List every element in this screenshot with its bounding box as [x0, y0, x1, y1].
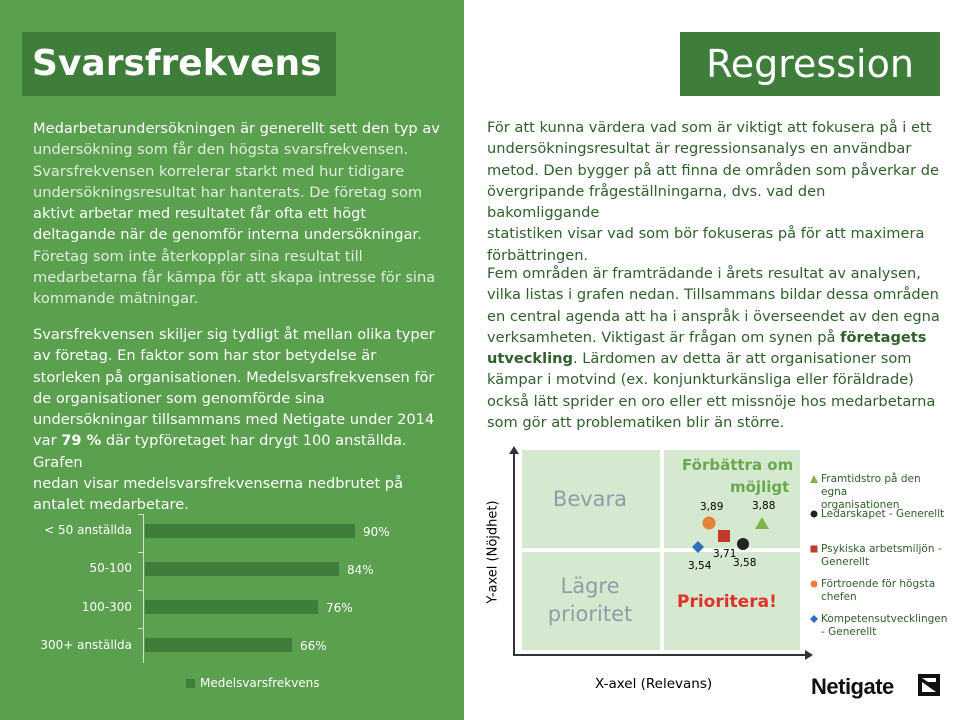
legend-text: - Generellt — [821, 626, 877, 638]
quadrant-label-forbattra-2: möjligt — [730, 478, 790, 496]
text-line — [33, 430, 453, 473]
legend-text: Kompetensutvecklingen — [821, 613, 948, 625]
netigate-logo: Netigate — [811, 674, 894, 699]
quadrant-label-lagre-prioritet — [540, 572, 640, 628]
bar-chart-axis — [143, 515, 144, 663]
legend-text: Psykiska arbetsmiljön - — [821, 543, 942, 555]
bar — [145, 600, 318, 614]
text-line: en central agenda att ha i anspråk i överseendet av den egna — [487, 307, 940, 325]
left-paragraph-2 — [33, 324, 453, 516]
bar-value-label: 90% — [363, 525, 390, 539]
text-line — [487, 348, 942, 369]
text-line: undersökningsresultat har hanterats. De företag som — [33, 183, 423, 201]
x-axis-arrow-icon — [805, 650, 813, 660]
text-fragment: var — [33, 432, 62, 450]
quadrant-divider-horizontal — [522, 548, 800, 552]
x-axis-line — [513, 654, 805, 656]
highlight-text: företagets — [840, 328, 927, 346]
text-line: som gör att problematiken blir än större. — [487, 414, 785, 432]
text-line: förbättringen. — [487, 246, 589, 264]
quadrant-label-bevara: Bevara — [552, 487, 628, 511]
legend-text: Generellt — [821, 556, 870, 568]
y-axis-line — [513, 452, 515, 654]
legend-item-fortroende — [810, 578, 950, 604]
y-axis-arrow-icon — [509, 446, 519, 454]
bar-category-label: < 50 anställda — [44, 523, 132, 537]
text-line — [487, 327, 942, 348]
x-axis-label: X-axel (Relevans) — [595, 676, 713, 692]
circle-icon — [810, 580, 818, 588]
diamond-icon — [810, 615, 818, 623]
text-line: Företag som inte återkopplar sina resultat till — [33, 247, 363, 265]
bar-category-label: 300+ anställda — [40, 638, 132, 652]
text-line: Svarsfrekvensen skiljer sig tydligt åt mellan olika typer — [33, 326, 435, 343]
point-label-kompetens: 3,54 — [688, 560, 712, 572]
text-line: aktivt arbetar med resultatet får ofta ett högt — [33, 205, 367, 223]
bar-axis-tick — [138, 514, 144, 515]
legend-text: chefen — [821, 591, 857, 603]
text-line: undersökning som får den högsta svarsfrekvensen. — [33, 141, 409, 159]
left-title: Svarsfrekvens — [22, 32, 336, 96]
legend-text: organisationen — [821, 499, 900, 511]
legend-text: Förtroende för högsta — [821, 578, 936, 590]
text-line: Medarbetarundersökningen är generellt sett den typ av — [33, 120, 440, 137]
legend-item-framtidstro — [810, 473, 950, 512]
text-line: kämpar i motvind (ex. konjunkturkänsliga eller föräldrade) — [487, 371, 914, 389]
legend-text: Framtidstro på den egna — [821, 473, 921, 498]
legend-item-ledarskapet — [810, 508, 950, 521]
right-paragraph-1 — [487, 117, 942, 266]
text-line: storleken på organisationen. Medelsvarsfrekvensen för — [33, 368, 435, 386]
bar-value-label: 76% — [326, 601, 353, 615]
bar-axis-tick — [138, 628, 144, 629]
bar — [145, 638, 292, 652]
triangle-icon — [810, 475, 818, 483]
text-line: Fem områden är framträdande i årets resultat av analysen, — [487, 265, 921, 282]
bar-value-label: 66% — [300, 639, 327, 653]
text-line: statistiken visar vad som bör fokuseras på för att maximera — [487, 225, 925, 243]
circle-icon — [810, 510, 818, 518]
text-line: medarbetarna får kämpa för att skapa intresse för sina — [33, 269, 436, 287]
text-line: vilka listas i grafen nedan. Tillsammans bildar dessa områden — [487, 286, 939, 304]
point-label-psykiska: 3,71 — [713, 548, 737, 560]
square-icon — [810, 545, 818, 553]
legend-label: Medelsvarsfrekvens — [200, 676, 320, 690]
text-line: metod. Den bygger på att finna de områden som påverkar de — [487, 161, 940, 179]
legend-item-psykiska — [810, 543, 950, 569]
text-line: deltagande när de genomför interna undersökningar. — [33, 226, 422, 244]
bar-value-label: 84% — [347, 563, 374, 577]
y-axis-label-box — [484, 452, 502, 652]
left-paragraph-1 — [33, 118, 453, 310]
quadrant-label-line: Lägre — [560, 574, 620, 598]
text-line: de organisationer som genomförde sina — [33, 389, 325, 407]
point-label-ledarskapet: 3,58 — [733, 557, 757, 569]
highlight-percentage: 79 % — [61, 432, 102, 450]
quadrant-label-prioritera: Prioritera! — [677, 592, 777, 612]
bar-axis-tick — [138, 590, 144, 591]
text-line: antalet medarbetare. — [33, 496, 189, 514]
bar-category-label: 100-300 — [81, 600, 132, 614]
legend-text: Ledarskapet - Generellt — [821, 508, 945, 520]
right-title: Regression — [680, 32, 940, 96]
text-line: övergripande frågeställningarna, dvs. vad den bakomliggande — [487, 182, 826, 222]
text-line: av företag. En faktor som har stor betydelse är — [33, 347, 377, 365]
y-axis-label: Y-axel (Nöjdhet) — [485, 500, 501, 604]
text-line: kommande mätningar. — [33, 290, 199, 308]
netigate-logo-mark-icon — [918, 674, 940, 696]
bar — [145, 562, 339, 576]
text-line: undersökningar tillsammans med Netigate under 2014 — [33, 411, 435, 429]
text-line: också lätt sprider en oro eller ett missnöje hos medarbetarna — [487, 392, 936, 410]
legend-swatch — [186, 679, 195, 688]
bar — [145, 524, 355, 538]
quadrant-label-line: prioritet — [547, 602, 633, 626]
text-line: Svarsfrekvensen korrelerar starkt med hur tidigare — [33, 162, 405, 180]
bar-category-label: 50-100 — [89, 561, 132, 575]
text-fragment: där typföretaget har drygt 100 anställda. Grafen — [33, 432, 407, 471]
text-fragment: . Lärdomen av detta är att organisationer som — [572, 350, 912, 368]
highlight-text: utveckling — [487, 350, 573, 368]
quadrant-label-forbattra-1: Förbättra om — [682, 456, 794, 474]
point-label-fortroende: 3,89 — [700, 501, 724, 513]
bar-chart-legend — [186, 676, 320, 690]
legend-item-kompetens — [810, 613, 950, 639]
right-paragraph-2 — [487, 263, 942, 433]
text-line: undersökningsresultat är regressionsanalys en användbar — [487, 140, 912, 158]
bar-axis-tick — [138, 552, 144, 553]
text-fragment: verksamheten. Viktigast är frågan om synen på — [487, 328, 841, 346]
text-line: nedan visar medelsvarsfrekvenserna nedbrutet på — [33, 475, 404, 493]
text-line: För att kunna värdera vad som är viktigt att fokusera på i ett — [487, 119, 932, 136]
point-label-framtidstro: 3,88 — [752, 500, 776, 512]
